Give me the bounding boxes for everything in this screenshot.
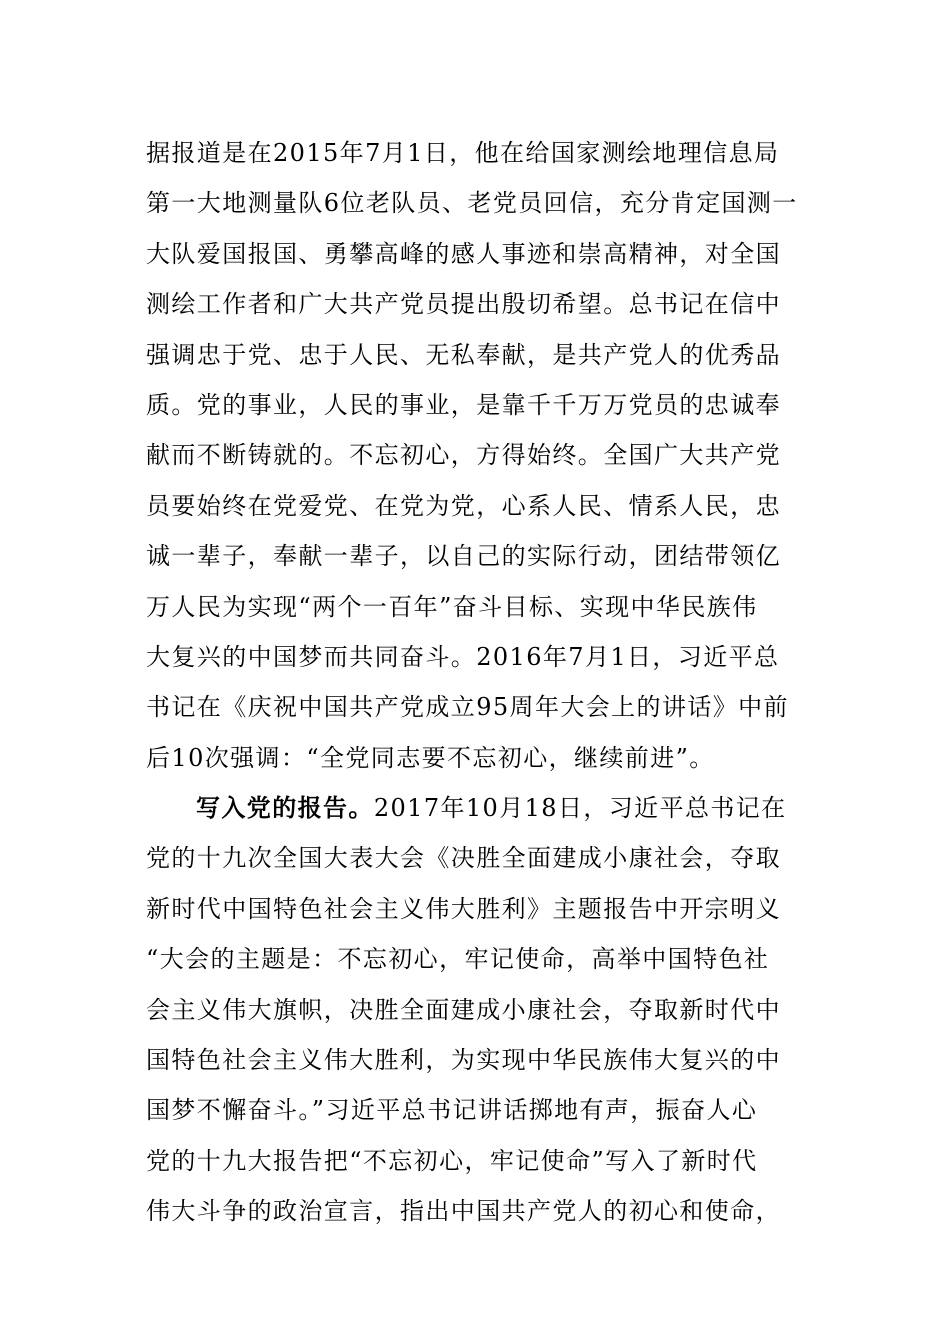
text-line: 强调忠于党、忠于人民、无私奉献，是共产党人的优秀品	[146, 340, 781, 369]
text-line: 党的十九大报告把“不忘初心，牢记使命”写入了新时代	[146, 1146, 758, 1175]
text-line: 据报道是在2015年7月1日，他在给国家测绘地理信息局	[146, 139, 780, 167]
text-line: 第一大地测量队6位老队员、老党员回信，充分肯定国测一	[146, 189, 798, 218]
text-line: 诚一辈子，奉献一辈子，以自己的实际行动，团结带领亿	[146, 542, 781, 571]
text-line: 员要始终在党爱党、在党为党，心系人民、情系人民，忠	[146, 491, 781, 520]
text-line-first	[146, 783, 806, 833]
text-line: “大会的主题是：不忘初心，牢记使命，高举中国特色社	[146, 945, 770, 974]
text-line: 党的十九次全国大表大会《决胜全面建成小康社会，夺取	[146, 844, 781, 873]
text-line: 国特色社会主义伟大胜利，为实现中华民族伟大复兴的中	[146, 1046, 781, 1075]
text-line: 书记在《庆祝中国共产党成立95周年大会上的讲话》中前	[146, 693, 789, 722]
text-run: 2017年10月18日，习近平总书记在	[373, 794, 787, 823]
text-line: 伟大斗争的政治宣言，指出中国共产党人的初心和使命，	[146, 1197, 781, 1226]
text-line: 会主义伟大旗帜，决胜全面建成小康社会，夺取新时代中	[146, 995, 781, 1024]
text-line: 质。党的事业，人民的事业，是靠千千万万党员的忠诚奉	[146, 390, 781, 419]
text-line: 新时代中国特色社会主义伟大胜利》主题报告中开宗明义	[146, 894, 781, 923]
text-line: 后10次强调：“全党同志要不忘初心，继续前进”。	[146, 743, 715, 772]
text-line: 万人民为实现“两个一百年”奋斗目标、实现中华民族伟	[146, 592, 758, 621]
text-line: 大队爱国报国、勇攀高峰的感人事迹和崇高精神，对全国	[146, 239, 781, 268]
text-line: 献而不断铸就的。不忘初心，方得始终。全国广大共产党	[146, 441, 781, 470]
paragraph-2	[146, 783, 806, 1237]
text-line: 测绘工作者和广大共产党员提出殷切希望。总书记在信中	[146, 290, 781, 319]
paragraph-1	[146, 128, 806, 783]
text-line: 国梦不懈奋斗。”习近平总书记讲话掷地有声，振奋人心	[146, 1096, 758, 1125]
paragraph-heading: 写入党的报告。	[196, 793, 374, 823]
text-line: 大复兴的中国梦而共同奋斗。2016年7月1日，习近平总	[146, 642, 780, 671]
body-text	[146, 128, 806, 1237]
